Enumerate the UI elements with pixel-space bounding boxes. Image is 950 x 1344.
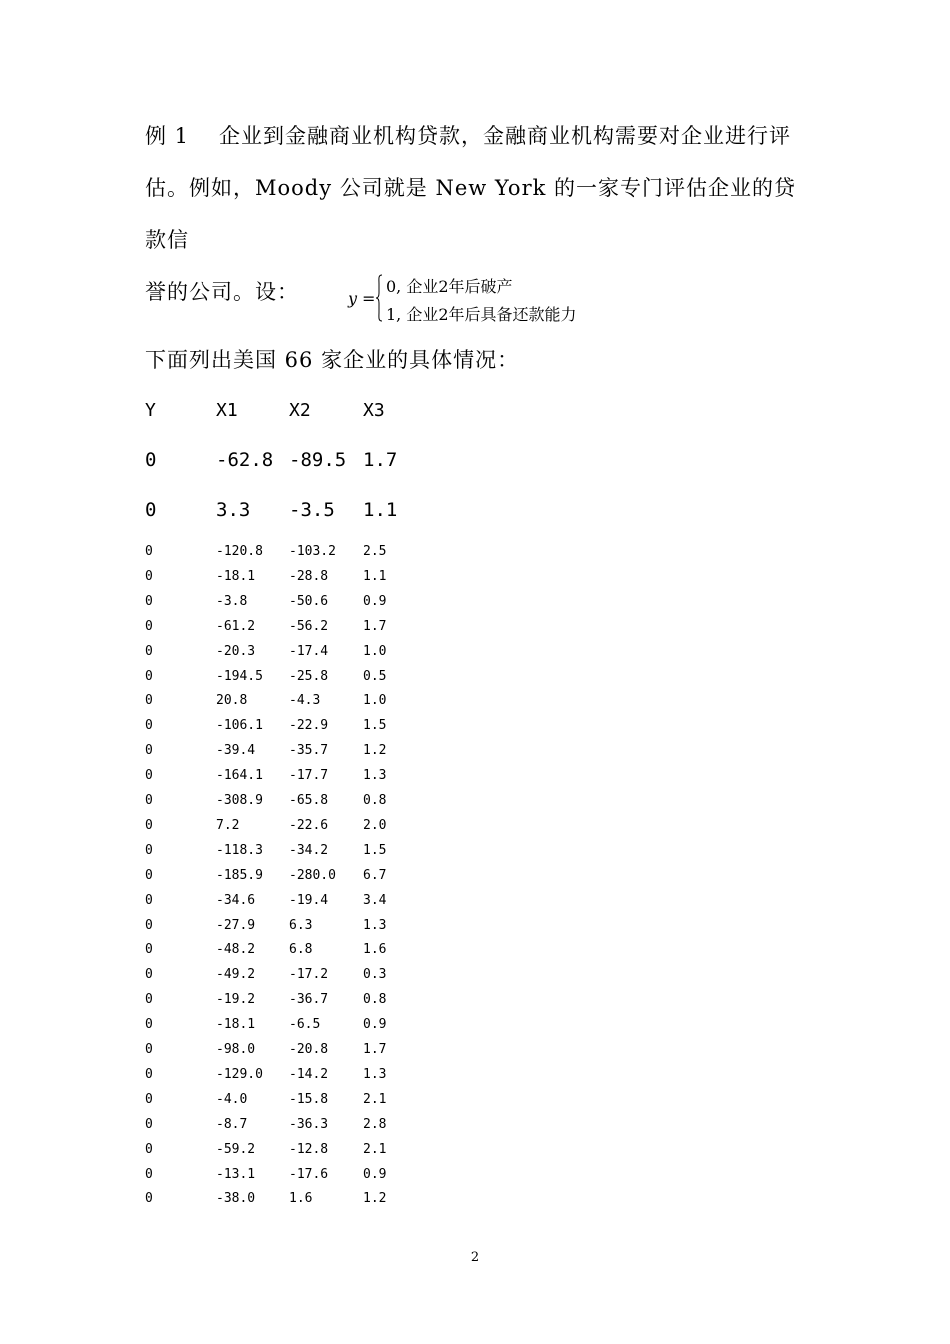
left-brace-icon xyxy=(375,274,383,322)
table-row xyxy=(145,841,545,861)
table-row xyxy=(145,916,545,936)
cell-x1: -164.1 xyxy=(216,768,263,784)
table-row xyxy=(145,1040,545,1060)
cell-x3: 0.9 xyxy=(363,593,387,609)
cell-y: 0 xyxy=(145,967,153,983)
table-row xyxy=(145,495,545,525)
cell-y: 0 xyxy=(145,1166,153,1182)
cell-x2: -50.6 xyxy=(289,593,329,609)
cell-x3: 0.9 xyxy=(363,1166,387,1182)
table-row xyxy=(145,741,545,761)
cell-x3: 2.8 xyxy=(363,1116,387,1132)
cell-y: 0 xyxy=(145,1116,153,1132)
table-row xyxy=(145,667,545,687)
cell-y: 0 xyxy=(145,1042,153,1057)
cell-x2: -3.5 xyxy=(289,499,335,521)
cell-x2: 6.8 xyxy=(289,942,313,958)
table-row xyxy=(145,891,545,911)
table-row xyxy=(145,940,545,960)
cell-x3: 1.5 xyxy=(363,718,387,734)
cell-x2: -22.9 xyxy=(289,718,329,734)
cell-x3: 1.7 xyxy=(363,1042,387,1057)
cell-x2: -35.7 xyxy=(289,743,329,759)
table-row xyxy=(145,1165,545,1185)
cell-x2: -28.8 xyxy=(289,568,329,584)
cell-x2: 1.6 xyxy=(289,1191,313,1207)
cell-x1: -61.2 xyxy=(216,618,256,634)
table-row xyxy=(145,716,545,736)
cell-x1: -18.1 xyxy=(216,1017,256,1033)
cell-y: 0 xyxy=(145,1017,153,1033)
cell-y: 0 xyxy=(145,1141,153,1157)
table-row xyxy=(145,866,545,886)
cell-x3: 2.1 xyxy=(363,1141,387,1157)
cell-x1: -129.0 xyxy=(216,1066,263,1082)
cell-x2: -14.2 xyxy=(289,1066,329,1082)
cell-x3: 6.7 xyxy=(363,867,387,883)
cell-x1: 3.3 xyxy=(216,499,251,521)
header-x1: X1 xyxy=(216,400,238,421)
cell-x1: -19.2 xyxy=(216,992,256,1008)
cell-x2: -4.3 xyxy=(289,693,321,709)
cell-x2: -103.2 xyxy=(289,544,336,559)
cell-x1: -8.7 xyxy=(216,1116,248,1132)
table-row xyxy=(145,542,545,562)
cell-y: 0 xyxy=(145,693,153,709)
table-row xyxy=(145,617,545,637)
cell-x2: -56.2 xyxy=(289,618,329,634)
cell-x3: 0.8 xyxy=(363,793,387,808)
cell-x2: -17.6 xyxy=(289,1166,329,1182)
cell-x3: 0.8 xyxy=(363,992,387,1008)
paragraph-line-3: 誉的公司。设： xyxy=(145,280,299,304)
cell-x3: 1.7 xyxy=(363,618,387,634)
cell-x3: 0.5 xyxy=(363,668,387,684)
cell-y: 0 xyxy=(145,593,153,609)
cell-x2: -17.7 xyxy=(289,768,329,784)
table-row xyxy=(145,990,545,1010)
cell-x3: 2.0 xyxy=(363,817,387,833)
table-row xyxy=(145,791,545,811)
cell-x1: -18.1 xyxy=(216,568,256,584)
cell-x1: -39.4 xyxy=(216,743,256,759)
cell-x2: -19.4 xyxy=(289,892,329,908)
cell-x3: 0.9 xyxy=(363,1017,387,1033)
cell-x1: -48.2 xyxy=(216,942,256,958)
cell-x1: 7.2 xyxy=(216,817,240,833)
cell-x2: -22.6 xyxy=(289,817,329,833)
cell-x3: 1.7 xyxy=(363,449,398,471)
cell-y: 0 xyxy=(145,817,153,833)
cell-x1: -308.9 xyxy=(216,793,263,808)
cell-x3: 1.0 xyxy=(363,643,387,659)
cell-x1: -194.5 xyxy=(216,668,263,684)
cell-y: 0 xyxy=(145,842,153,858)
cell-y: 0 xyxy=(145,544,153,559)
cell-x1: -62.8 xyxy=(216,449,274,471)
table-row xyxy=(145,592,545,612)
cell-x1: -27.9 xyxy=(216,917,256,933)
cell-y: 0 xyxy=(145,1191,153,1207)
cell-y: 0 xyxy=(145,568,153,584)
header-x3: X3 xyxy=(363,400,385,421)
cell-x2: -280.0 xyxy=(289,867,336,883)
cell-x2: -34.2 xyxy=(289,842,329,858)
table-row xyxy=(145,965,545,985)
paragraph-line-1 xyxy=(145,110,810,162)
cell-y: 0 xyxy=(145,668,153,684)
cell-x2: -36.7 xyxy=(289,992,329,1008)
table-row xyxy=(145,816,545,836)
table-row xyxy=(145,1140,545,1160)
cell-x1: -185.9 xyxy=(216,867,263,883)
cell-x3: 3.4 xyxy=(363,892,387,908)
cell-x3: 1.2 xyxy=(363,1191,387,1207)
paragraph-line-2: 估。例如，Moody 公司就是 New York 的一家专门评估企业的贷款信 xyxy=(145,176,797,252)
cell-y: 0 xyxy=(145,643,153,659)
cell-x2: -20.8 xyxy=(289,1042,329,1057)
table-row xyxy=(145,642,545,662)
cell-y: 0 xyxy=(145,917,153,933)
cell-x1: -34.6 xyxy=(216,892,256,908)
cell-x1: -20.3 xyxy=(216,643,256,659)
cell-x2: -65.8 xyxy=(289,793,329,808)
cell-y: 0 xyxy=(145,618,153,634)
cell-x3: 1.2 xyxy=(363,743,387,759)
cell-y: 0 xyxy=(145,992,153,1008)
cell-x3: 2.5 xyxy=(363,544,387,559)
cell-x3: 1.3 xyxy=(363,1066,387,1082)
cell-y: 0 xyxy=(145,1091,153,1107)
cell-x1: -3.8 xyxy=(216,593,248,609)
cell-x2: 6.3 xyxy=(289,917,313,933)
cell-x1: -98.0 xyxy=(216,1042,256,1057)
table-row xyxy=(145,1090,545,1110)
example-line-1-text: 企业到金融商业机构贷款，金融商业机构需要对企业进行评 xyxy=(219,124,792,148)
cell-x2: -15.8 xyxy=(289,1091,329,1107)
cell-y: 0 xyxy=(145,942,153,958)
cell-x3: 2.1 xyxy=(363,1091,387,1107)
table-row xyxy=(145,1065,545,1085)
cell-x2: -12.8 xyxy=(289,1141,329,1157)
cell-x3: 0.3 xyxy=(363,967,387,983)
header-x2: X2 xyxy=(289,400,311,421)
cell-y: 0 xyxy=(145,892,153,908)
table-row xyxy=(145,445,545,475)
cell-x3: 1.1 xyxy=(363,499,398,521)
table-row xyxy=(145,1189,545,1209)
table-row xyxy=(145,1015,545,1035)
header-y: Y xyxy=(145,400,156,421)
table-header xyxy=(145,396,545,426)
cell-x3: 1.5 xyxy=(363,842,387,858)
cell-x1: -4.0 xyxy=(216,1091,248,1107)
cell-y: 0 xyxy=(145,718,153,734)
cell-x1: -106.1 xyxy=(216,718,263,734)
example-label: 例 1 xyxy=(145,124,190,148)
cell-x1: -118.3 xyxy=(216,842,263,858)
cell-y: 0 xyxy=(145,1066,153,1082)
cell-y: 0 xyxy=(145,867,153,883)
cell-x1: -49.2 xyxy=(216,967,256,983)
table-row xyxy=(145,1115,545,1135)
cell-x2: -36.3 xyxy=(289,1116,329,1132)
cell-x2: -25.8 xyxy=(289,668,329,684)
cell-x1: -38.0 xyxy=(216,1191,256,1207)
formula-case-0: 0, 企业2年后破产 xyxy=(386,277,513,296)
formula-case-1: 1, 企业2年后具备还款能力 xyxy=(386,305,577,324)
cell-x3: 1.1 xyxy=(363,568,387,584)
cell-x2: -17.4 xyxy=(289,643,329,659)
table-row xyxy=(145,766,545,786)
cell-x2: -17.2 xyxy=(289,967,329,983)
cell-x3: 1.3 xyxy=(363,768,387,784)
cell-y: 0 xyxy=(145,768,153,784)
cell-x3: 1.0 xyxy=(363,693,387,709)
table-row xyxy=(145,567,545,587)
table-row xyxy=(145,691,545,711)
cell-x3: 1.6 xyxy=(363,942,387,958)
page-number: 2 xyxy=(470,1250,480,1265)
cell-y: 0 xyxy=(145,449,157,471)
cell-x2: -89.5 xyxy=(289,449,347,471)
intro-text: 下面列出美国 66 家企业的具体情况： xyxy=(145,348,520,372)
cell-x2: -6.5 xyxy=(289,1017,321,1033)
cell-x1: -59.2 xyxy=(216,1141,256,1157)
cell-y: 0 xyxy=(145,743,153,759)
cell-x1: -13.1 xyxy=(216,1166,256,1182)
formula-variable: y xyxy=(348,289,358,308)
cell-x1: -120.8 xyxy=(216,544,263,559)
cell-x3: 1.3 xyxy=(363,917,387,933)
cell-y: 0 xyxy=(145,793,153,808)
cell-y: 0 xyxy=(145,499,157,521)
formula-equals: = xyxy=(362,289,376,308)
cell-x1: 20.8 xyxy=(216,693,248,709)
